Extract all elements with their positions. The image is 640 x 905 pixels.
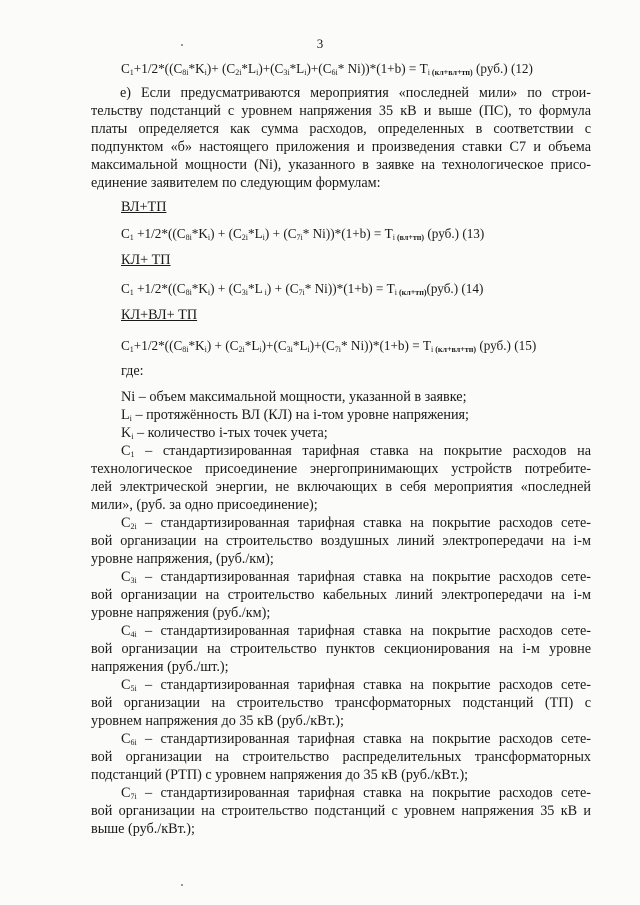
def-c2-line-1: $С_{2i}$ – стандартизированная тарифная ставка на покрытие расходов сете- (121, 515, 591, 531)
page-number: 3 (316, 36, 324, 51)
def-c4-line-3: напряжения (руб./шт.); (91, 659, 229, 675)
para-e-line-6: единение заявителем по следующим формулам: (91, 175, 381, 191)
scan-speck (181, 884, 183, 886)
para-e-line-5: максимальной мощности (Ni), указанного в заявке на технологическое присо- (91, 157, 591, 173)
def-c1-line-4: мили», (руб. за одно присоединение); (91, 497, 318, 513)
formula-15-header: КЛ+ВЛ+ ТП (121, 307, 198, 323)
def-c4-line-2: вой организации на строительство пунктов секционирования на i-м уровне (91, 641, 591, 657)
def-c2-line-3: уровне напряжения, (руб./км); (91, 551, 274, 567)
formula-13-header: ВЛ+ТП (121, 199, 167, 215)
def-li: $L_i$ – протяжённость ВЛ (КЛ) на i-том уровне напряжения; (121, 407, 470, 423)
formula-12: $С_1+1/2*((С_{8i}*K_i)+ (С_{2i}*L_i)+(С_{3i}*L_i)+(С_{6i}*$ $Ni))*(1+b) = Т_i$ $_{(кл+вл+тп)}$ (руб.) (12) (121, 61, 533, 77)
formula-14: $С_1 +1/2*((С_{8i}*K_i) + (С_{3i}*L$ $_i) + (С_{7i}*$ $Ni))*(1+b) = Т_i$ $_{(кл+тп)}$(руб.) (14) (121, 281, 484, 297)
def-c5-line-2: вой организации на строительство трансформаторных подстанций (ТП) с (91, 695, 591, 711)
scan-speck (181, 44, 183, 46)
formula-15: $С_1+1/2*((С_{8i}*K_i) + (С_{2i}*L_i)+(С_{3i}*L_i)+(С_{7i}*$ $Ni))*(1+b) = Т_i$ $_{(кл+вл+тп)}$ (руб.) (15) (121, 338, 537, 354)
def-c2-line-2: вой организации на строительство воздушных линий электропередачи на i-м (91, 533, 591, 549)
def-c6-line-1: $С_{6i}$ – стандартизированная тарифная ставка на покрытие расходов сете- (121, 731, 591, 747)
para-e-line-1: е) Если предусматриваются мероприятия «последней мили» по строи- (120, 85, 591, 101)
para-e-line-2: тельству подстанций с уровнем напряжения 35 кВ и выше (ПС), то формула (91, 103, 591, 119)
def-c5-line-3: уровнем напряжения до 35 кВ (руб./кВт.); (91, 713, 344, 729)
def-c3-line-3: уровне напряжения (руб./км); (91, 605, 271, 621)
def-c1-line-2: технологическое присоединение энергопринимающих устройств потребите- (91, 461, 591, 477)
def-c3-line-2: вой организации на строительство кабельных линий электропередачи на i-м (91, 587, 591, 603)
def-c5-line-1: $С_{5i}$ – стандартизированная тарифная ставка на покрытие расходов сете- (121, 677, 591, 693)
def-ni: Ni – объем максимальной мощности, указанной в заявке; (121, 389, 467, 405)
def-c6-line-2: вой организации на строительство распределительных трансформаторных (91, 749, 591, 765)
def-c7-line-1: $С_{7i}$ – стандартизированная тарифная ставка на покрытие расходов сете- (121, 785, 591, 801)
def-c4-line-1: $С_{4i}$ – стандартизированная тарифная ставка на покрытие расходов сете- (121, 623, 591, 639)
para-e-line-4: подпунктом «б» настоящего приложения и произведения ставки С7 и объема (91, 139, 591, 155)
formula-14-header: КЛ+ ТП (121, 252, 171, 268)
def-c1-line-1: $С_1$ – стандартизированная тарифная ставка на покрытие расходов на (121, 443, 591, 459)
def-c1-line-3: лей электрической энергии, не включающих в себя мероприятия «последней (91, 479, 591, 495)
def-ki: $K_i$ – количество i-тых точек учета; (121, 425, 328, 441)
where-label: где: (121, 363, 144, 379)
para-e-line-3: платы определяется как сумма расходов, определенных в соответствии с (91, 121, 591, 137)
formula-13: $С_1 +1/2*((С_{8i}*K_i) + (С_{2i}*L_i) + (С_{7i}*$ $Ni))*(1+b) = Т_i$ $_{(вл+тп)}$ (руб.) (13) (121, 226, 485, 242)
def-c6-line-3: подстанций (РТП) с уровнем напряжения до 35 кВ (руб./кВт.); (91, 767, 469, 783)
def-c3-line-1: $С_{3i}$ – стандартизированная тарифная ставка на покрытие расходов сете- (121, 569, 591, 585)
def-c7-line-3: выше (руб./кВт.); (91, 821, 195, 837)
def-c7-line-2: вой организации на строительство подстанций с уровнем напряжения 35 кВ и (91, 803, 591, 819)
